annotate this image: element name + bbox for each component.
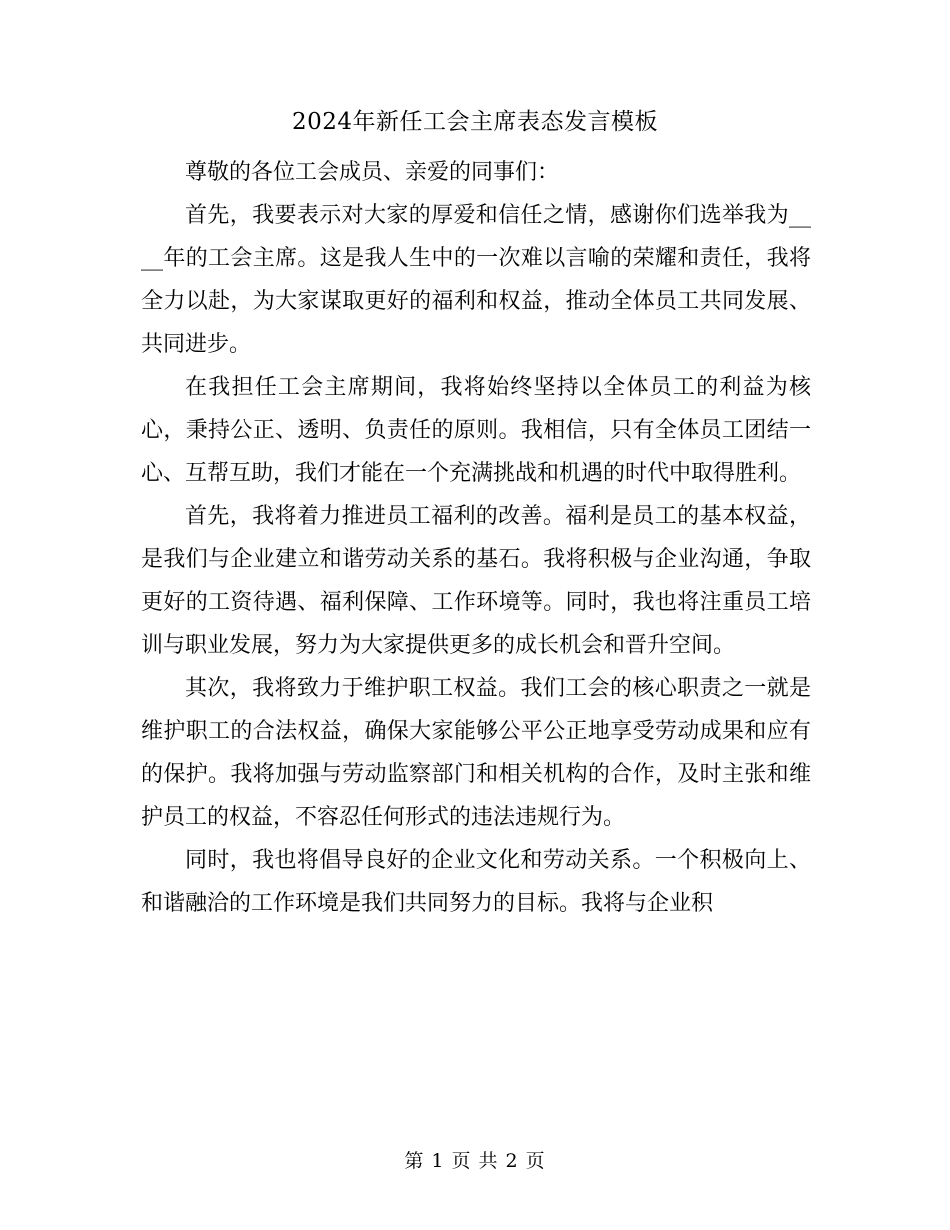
document-body <box>141 151 811 925</box>
body-paragraph: 同时，我也将倡导良好的企业文化和劳动关系。一个积极向上、和谐融洽的工作环境是我们共同努力的目标。我将与企业积 <box>141 848 811 916</box>
body-paragraph: 在我担任工会主席期间，我将始终坚持以全体员工的利益为核心，秉持公正、透明、负责任的原则。我相信，只有全体员工团结一心、互帮互助，我们才能在一个充满挑战和机遇的时代中取得胜利。 <box>141 375 811 486</box>
body-paragraph: 首先，我将着力推进员工福利的改善。福利是员工的基本权益，是我们与企业建立和谐劳动关系的基石。我将积极与企业沟通，争取更好的工资待遇、福利保障、工作环境等。同时，我也将注重员工培训与职业发展，努力为大家提供更多的成长机会和晋升空间。 <box>141 504 811 658</box>
document-title: 2024年新任工会主席表态发言模板 <box>291 109 659 135</box>
body-paragraph: 首先，我要表示对大家的厚爱和信任之情，感谢你们选举我为____年的工会主席。这是我人生中的一次难以言喻的荣耀和责任，我将全力以赴，为大家谋取更好的福利和权益，推动全体员工共同发展、共同进步。 <box>141 203 811 357</box>
page-number-footer: 第 1 页 共 2 页 <box>404 1150 546 1172</box>
body-paragraph: 其次，我将致力于维护职工权益。我们工会的核心职责之一就是维护职工的合法权益，确保大家能够公平公正地享受劳动成果和应有的保护。我将加强与劳动监察部门和相关机构的合作，及时主张和维护员工的权益，不容忍任何形式的违法违规行为。 <box>141 676 811 830</box>
salutation-paragraph: 尊敬的各位工会成员、亲爱的同事们： <box>185 160 560 185</box>
